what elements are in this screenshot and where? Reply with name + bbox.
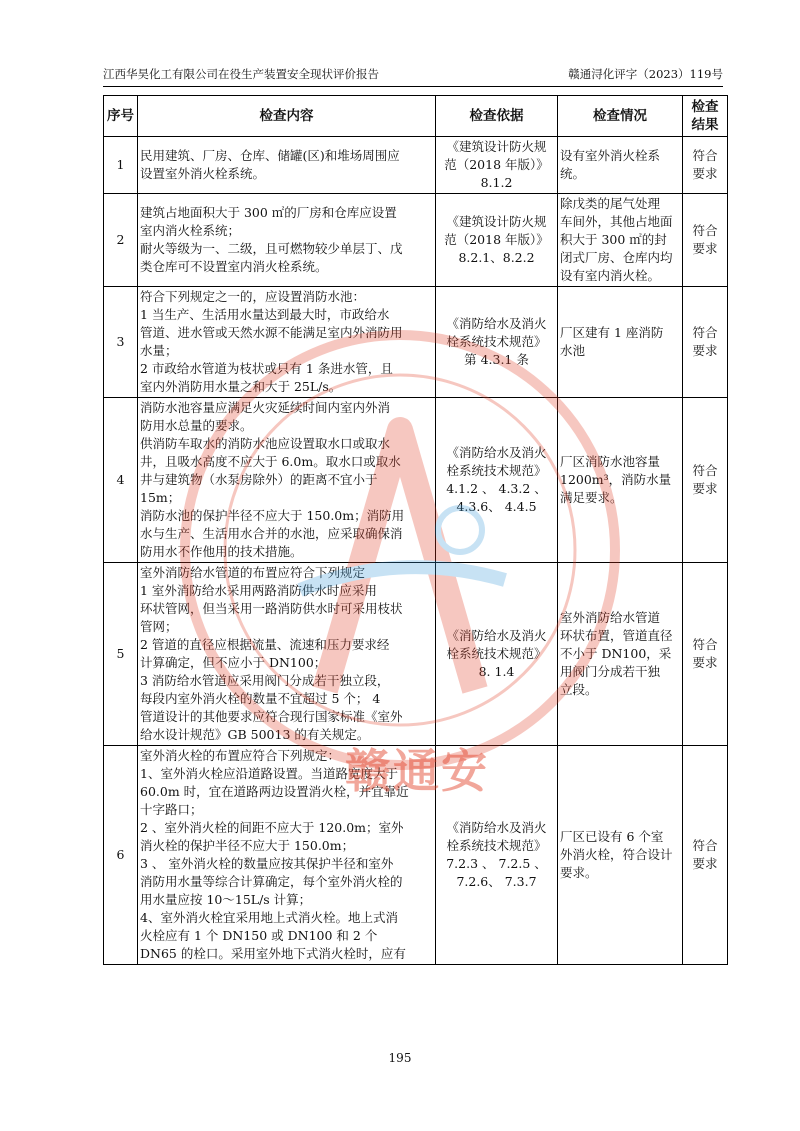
content-line: 2 市政给水管道为枝状或只有 1 条进水管，且 (140, 361, 393, 376)
row-index: 4 (104, 398, 138, 563)
basis-line: 范（2018 年版）》 (444, 157, 549, 172)
basis-line: 栓系统技术规范》 (446, 463, 547, 478)
content-line: 井，且吸水高度不应大于 6.0m。取水口或取水 (140, 454, 401, 469)
content-line: 2 管道的直径应根据流量、流速和压力要求经 (140, 637, 390, 652)
content-line: 十字路口； (140, 802, 203, 817)
basis-line: 4.1.2 、 4.3.2 、 (446, 481, 547, 496)
content-line: 消防水池的保护半径不应大于 150.0m；消防用 (140, 508, 405, 523)
table-row (104, 398, 728, 563)
inspection-status (558, 563, 683, 746)
basis-line: 《建筑设计防火规 (446, 214, 547, 229)
content-line: 符合下列规定之一的，应设置消防水池： (140, 289, 366, 304)
inspection-content (138, 287, 436, 398)
inspection-result (683, 137, 728, 194)
content-line: 室外消防给水管道的布置应符合下列规定 (140, 565, 366, 580)
basis-line: 《消防给水及消火 (446, 316, 547, 331)
inspection-status (558, 746, 683, 965)
content-line: 4、室外消火栓宜采用地上式消火栓。地上式消 (140, 910, 398, 925)
content-line: 管道设计的其他要求应符合现行国家标准《室外 (140, 709, 403, 724)
content-line: 火栓应有 1 个 DN150 或 DN100 和 2 个 (140, 928, 378, 943)
basis-line: 《消防给水及消火 (446, 445, 547, 460)
content-line: 用水量应按 10～15L/s 计算； (140, 892, 312, 907)
content-line: 防用水不作他用的技术措施。 (140, 544, 303, 559)
basis-line: 栓系统技术规范》 (446, 334, 547, 349)
status-line: 厂区已设有 6 个室 (560, 829, 664, 844)
basis-line: 《建筑设计防火规 (446, 139, 547, 154)
status-line: 立段。 (560, 682, 598, 697)
status-line: 设有室外消火栓系 (560, 148, 661, 163)
content-line: 建筑占地面积大于 300 ㎡的厂房和仓库应设置 (140, 205, 397, 220)
status-line: 不小于 DN100，采 (560, 646, 672, 661)
inspection-result (683, 746, 728, 965)
status-line: 1200m³，消防水量 (560, 472, 672, 487)
basis-line: 第 4.3.1 条 (464, 352, 529, 367)
page-header (103, 66, 723, 84)
inspection-status (558, 398, 683, 563)
content-line: 给水设计规范》GB 50013 的有关规定。 (140, 727, 370, 742)
status-line: 要求。 (560, 865, 598, 880)
status-line: 车间外，其他占地面 (560, 214, 673, 229)
result-line: 符合 (692, 838, 718, 853)
column-header-index: 序号 (104, 96, 138, 137)
row-index: 6 (104, 746, 138, 965)
inspection-status (558, 137, 683, 194)
status-line: 除戊类的尾气处理 (560, 196, 661, 211)
table-header-row (104, 96, 728, 137)
table-row (104, 563, 728, 746)
result-header-line: 检查 (691, 99, 719, 115)
content-line: 室外消火栓的布置应符合下列规定： (140, 748, 341, 763)
status-line: 水池 (560, 343, 586, 358)
basis-line: 范（2018 年版）》 (444, 232, 549, 247)
content-line: 类仓库可不设置室内消火栓系统。 (140, 259, 328, 274)
basis-line: 《消防给水及消火 (446, 820, 547, 835)
report-number: 赣通浔化评字（2023）119号 (568, 67, 723, 81)
column-header-status: 检查情况 (558, 96, 683, 137)
content-line: 供消防车取水的消防水池应设置取水口或取水 (140, 436, 391, 451)
inspection-content (138, 398, 436, 563)
inspection-result (683, 398, 728, 563)
inspection-status (558, 194, 683, 287)
content-line: 环状管网，但当采用一路消防供水时可采用枝状 (140, 601, 403, 616)
header-divider (103, 86, 723, 87)
content-line: 耐火等级为一、二级，且可燃物较少单层丁、戊 (140, 241, 403, 256)
basis-line: 8.1.2 (480, 175, 513, 190)
status-line: 用阀门分成若干独 (560, 664, 661, 679)
result-line: 要求 (692, 166, 718, 181)
inspection-basis (436, 194, 558, 287)
basis-line: 8.2.1、8.2.2 (458, 250, 535, 265)
status-line: 闭式厂房、仓库内均 (560, 250, 673, 265)
inspection-status (558, 287, 683, 398)
content-line: 室内消火栓系统； (140, 223, 241, 238)
content-line: 室内外消防用水量之和大于 25L/s。 (140, 379, 342, 394)
content-line: 15m； (140, 490, 181, 505)
inspection-result (683, 194, 728, 287)
inspection-content (138, 137, 436, 194)
result-line: 符合 (692, 148, 718, 163)
table-row (104, 137, 728, 194)
status-line: 外消火栓，符合设计 (560, 847, 673, 862)
result-line: 符合 (692, 463, 718, 478)
column-header-basis: 检查依据 (436, 96, 558, 137)
content-line: 水量； (140, 343, 178, 358)
content-line: 3 消防给水管道应采用阀门分成若干独立段， (140, 673, 390, 688)
status-line: 统。 (560, 166, 586, 181)
table-row (104, 194, 728, 287)
basis-line: 《消防给水及消火 (446, 628, 547, 643)
content-line: 计算确定，但不应小于 DN100； (140, 655, 327, 670)
row-index: 5 (104, 563, 138, 746)
row-index: 3 (104, 287, 138, 398)
table-row (104, 746, 728, 965)
inspection-basis (436, 137, 558, 194)
row-index: 2 (104, 194, 138, 287)
report-title: 江西华昊化工有限公司在役生产装置安全现状评价报告 (103, 67, 379, 81)
content-line: 1 当生产、生活用水量达到最大时，市政给水 (140, 307, 390, 322)
row-index: 1 (104, 137, 138, 194)
content-line: 防用水总量的要求。 (140, 418, 253, 433)
content-line: 民用建筑、厂房、仓库、储罐(区)和堆场周围应 (140, 148, 400, 163)
content-line: DN65 的栓口。采用室外地下式消火栓时，应有 (140, 946, 406, 961)
inspection-basis (436, 398, 558, 563)
page-number: 195 (388, 1051, 412, 1065)
inspection-content (138, 563, 436, 746)
inspection-content (138, 194, 436, 287)
basis-line: 8. 1.4 (478, 664, 515, 679)
content-line: 消防水池容量应满足火灾延续时间内室内外消 (140, 400, 391, 415)
result-line: 要求 (692, 343, 718, 358)
table-row (104, 287, 728, 398)
result-header-line: 结果 (691, 117, 719, 133)
inspection-basis (436, 746, 558, 965)
inspection-basis (436, 563, 558, 746)
content-line: 每段内室外消火栓的数量不宜超过 5 个； 4 (140, 691, 381, 706)
content-line: 管网； (140, 619, 178, 634)
status-line: 厂区建有 1 座消防 (560, 325, 664, 340)
content-line: 井与建筑物（水泵房除外）的距离不宜小于 (140, 472, 378, 487)
inspection-table (103, 95, 728, 965)
content-line: 消防用水量等综合计算确定，每个室外消火栓的 (140, 874, 403, 889)
status-line: 室外消防给水管道 (560, 610, 661, 625)
status-line: 设有室内消火栓。 (560, 268, 661, 283)
basis-line: 7.2.3 、 7.2.5 、 (446, 856, 547, 871)
status-line: 积大于 300 ㎡的封 (560, 232, 667, 247)
content-line: 3 、 室外消火栓的数量应按其保护半径和室外 (140, 856, 394, 871)
content-line: 消火栓的保护半径不应大于 150.0m； (140, 838, 355, 853)
inspection-basis (436, 287, 558, 398)
status-line: 满足要求。 (560, 490, 623, 505)
content-line: 2 、室外消火栓的间距不应大于 120.0m；室外 (140, 820, 404, 835)
result-line: 要求 (692, 481, 718, 496)
basis-line: 7.2.6、 7.3.7 (456, 874, 537, 889)
inspection-result (683, 563, 728, 746)
result-line: 要求 (692, 856, 718, 871)
result-line: 要求 (692, 241, 718, 256)
content-line: 1、室外消火栓应沿道路设置。当道路宽度大于 (140, 766, 398, 781)
content-line: 60.0m 时，宜在道路两边设置消火栓，并宜靠近 (140, 784, 409, 799)
status-line: 环状布置，管道直径 (560, 628, 673, 643)
basis-line: 栓系统技术规范》 (446, 838, 547, 853)
content-line: 1 室外消防给水采用两路消防供水时应采用 (140, 583, 377, 598)
result-line: 符合 (692, 637, 718, 652)
content-line: 管道、进水管或天然水源不能满足室内外消防用 (140, 325, 403, 340)
basis-line: 4.3.6、 4.4.5 (456, 499, 537, 514)
result-line: 要求 (692, 655, 718, 670)
column-header-result (683, 96, 728, 137)
inspection-content (138, 746, 436, 965)
basis-line: 栓系统技术规范》 (446, 646, 547, 661)
content-line: 水与生产、生活用水合并的水池，应采取确保消 (140, 526, 403, 541)
status-line: 厂区消防水池容量 (560, 454, 661, 469)
result-line: 符合 (692, 223, 718, 238)
watermark-text: 赣通安 (345, 744, 489, 798)
content-line: 设置室外消火栓系统。 (140, 166, 266, 181)
inspection-result (683, 287, 728, 398)
result-line: 符合 (692, 325, 718, 340)
column-header-content: 检查内容 (138, 96, 436, 137)
